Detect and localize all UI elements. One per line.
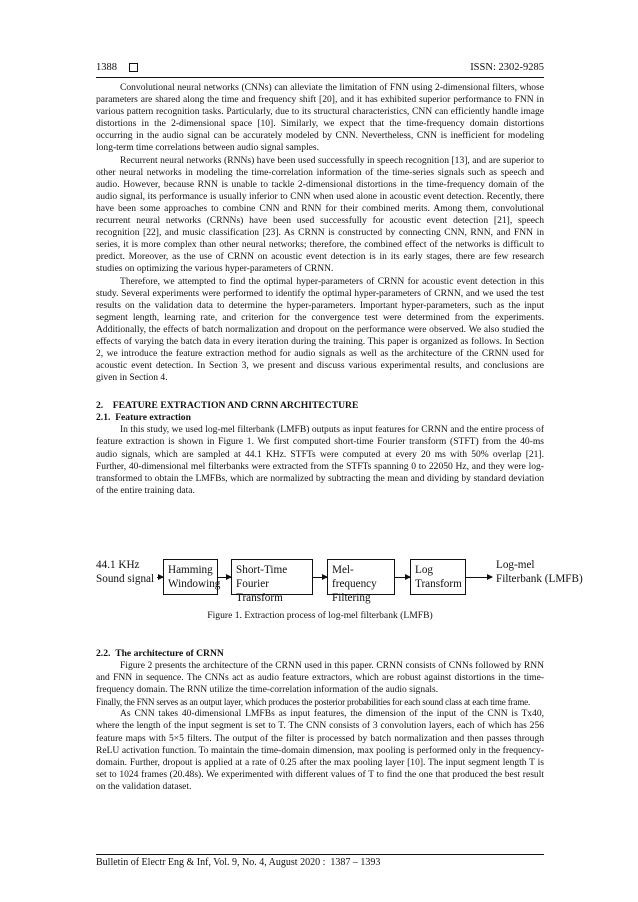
body-text-lower [96,648,544,793]
figure-1-caption: Figure 1. Extraction process of log-mel filterbank (LMFB) [207,610,433,621]
arrow-icon [313,577,327,578]
input-label-rate: 44.1 KHz [96,559,140,571]
body-text [96,82,544,497]
step-log-transform: Log Transform [410,559,466,595]
paragraph-study: Therefore, we attempted to find the optimal hyper-parameters of CRNN for acoustic event detection in this study. Several experiments were performed to identify the optimal hyper-parameters of CRNN, and we used the test results on the validation data to determine the hyper-parameters. Important hyper-parameters, such as the input segment length, learning rate, and criterion for the convergence test were determined from the experiments. Additionally, the effects of batch normalization and dropout on the performance were observed. We also studied the effects of varying the batch data in every iteration during the training. This paper is organized as follows. In Section 2, we introduce the feature extraction method for audio signals as well as the architecture of the CRNN used for acoustic event detection. In Section 3, we present and discuss various experimental results, and conclusions are given in Section 4. [96,275,544,384]
step-stft: Short-Time Fourier Transform [231,559,313,595]
paragraph-cnn: Convolutional neural networks (CNNs) can alleviate the limitation of FNN using 2-dimensional filters, whose parameters are shared along the time and frequency shift [20], and it has exhibited superior performance to FNN in various pattern recognition tasks. Particularly, due to its structural characteristics, CNN can efficiently handle image distortions in the 2-dimensional space [10]. Similarly, we expect that the time-frequency domain distortions occurring in the audio signal can be accurately modeled by CNN. Nevertheless, CNN is inefficient for modeling long-term time correlations between audio signal samples. [96,82,544,154]
output-label-logmel: Log-mel [496,559,535,571]
paragraph-feature-extraction: In this study, we used log-mel filterbank (LMFB) outputs as input features for CRNN and the entire process of feature extraction is shown in Figure 1. We first computed short-time Fourier transform (STFT) from the 40-ms audio signals, which are sampled at 44.1 KHz. STFTs were computed at every 20 ms with 50% overlap [21]. Further, 40-dimensional mel filterbanks were extracted from the STFTs spanning 0 to 22050 Hz, and they were log-transformed to obtain the LMFBs, which are normalized by subtracting the mean and dividing by standard deviation of the entire training data. [96,424,544,496]
subsection-2-1-heading: 2.1. Feature extraction [96,412,191,424]
paragraph-crnn-architecture-tail: Finally, the FNN serves as an output layer, which produces the posterior probabilities for each sound class at each time frame. [96,697,531,708]
figure-1-diagram [96,554,596,604]
subsection-2-2-heading: 2.2. The architecture of CRNN [96,648,224,659]
page-number: 1388 [96,61,117,73]
step-hamming-windowing: Hamming Windowing [163,559,218,595]
issn-label: ISSN: 2302-9285 [470,61,544,73]
arrow-icon [395,577,410,578]
section-2-heading: 2. FEATURE EXTRACTION AND CRNN ARCHITECTURE [96,400,359,412]
output-label-lmfb: Filterbank (LMFB) [496,573,583,585]
header-divider [96,77,544,78]
input-label-signal: Sound signal [96,573,155,585]
paragraph-crnn-architecture: Figure 2 presents the architecture of the CRNN used in this paper. CRNN consists of CNNs followed by RNN and FNN in sequence. The CNNs act as audio feature extractors, which are robust against distortions in the time-frequency domain. The RNN utilize the time-correlation information of the audio signals. [96,660,544,696]
footer-divider [96,854,544,855]
paragraph-cnn-details: As CNN takes 40-dimensional LMFBs as input features, the dimension of the input of the CNN is Tx40, where the length of the input segment is set to T. The CNN consists of 3 convolution layers, each of which has 256 feature maps with 5×5 filters. The output of the filter is processed by batch normalization and then passes through ReLU activation function. To maintain the time-domain dimension, max pooling is performed only in the frequency-domain. Further, dropout is applied at a rate of 0.25 after the max pooling layer [10]. The input segment length T is set to 1024 frames (20.48s). We experimented with different values of T to find the one that produced the best result on the validation dataset. [96,708,544,792]
step-mel-filtering: Mel-frequency Filtering [327,559,395,595]
arrow-icon [218,577,231,578]
arrow-icon [466,577,492,578]
checkbox-square-icon [129,63,138,72]
page-header [96,59,544,75]
footer-citation: Bulletin of Electr Eng & Inf, Vol. 9, No. 4, August 2020 : 1387 – 1393 [96,857,381,868]
paragraph-rnn: Recurrent neural networks (RNNs) have been used successfully in speech recognition [13], and are superior to other neural networks in modeling the time-correlation information of the time-series signals such as speech and audio. However, because RNN is unable to tackle 2-dimensional distortions in the time-frequency domain of the audio signal, its performance is usually inferior to CNN when used alone in acoustic event detection. Recently, there have been some approaches to combine CNN and RNN for their combined merits. Among them, convolutional recurrent neural networks (CRNNs) have been used successfully for acoustic event detection [21], speech recognition [22], and music classification [23]. As CRNN is constructed by connecting CNN, RNN, and FNN in series, it is more complex than other neural networks; therefore, the combined effect of the networks is difficult to predict. Moreover, as the use of CRNN on acoustic event detection is in its early stages, there are few research studies on optimizing the various hyper-parameters of CRNN. [96,154,544,275]
